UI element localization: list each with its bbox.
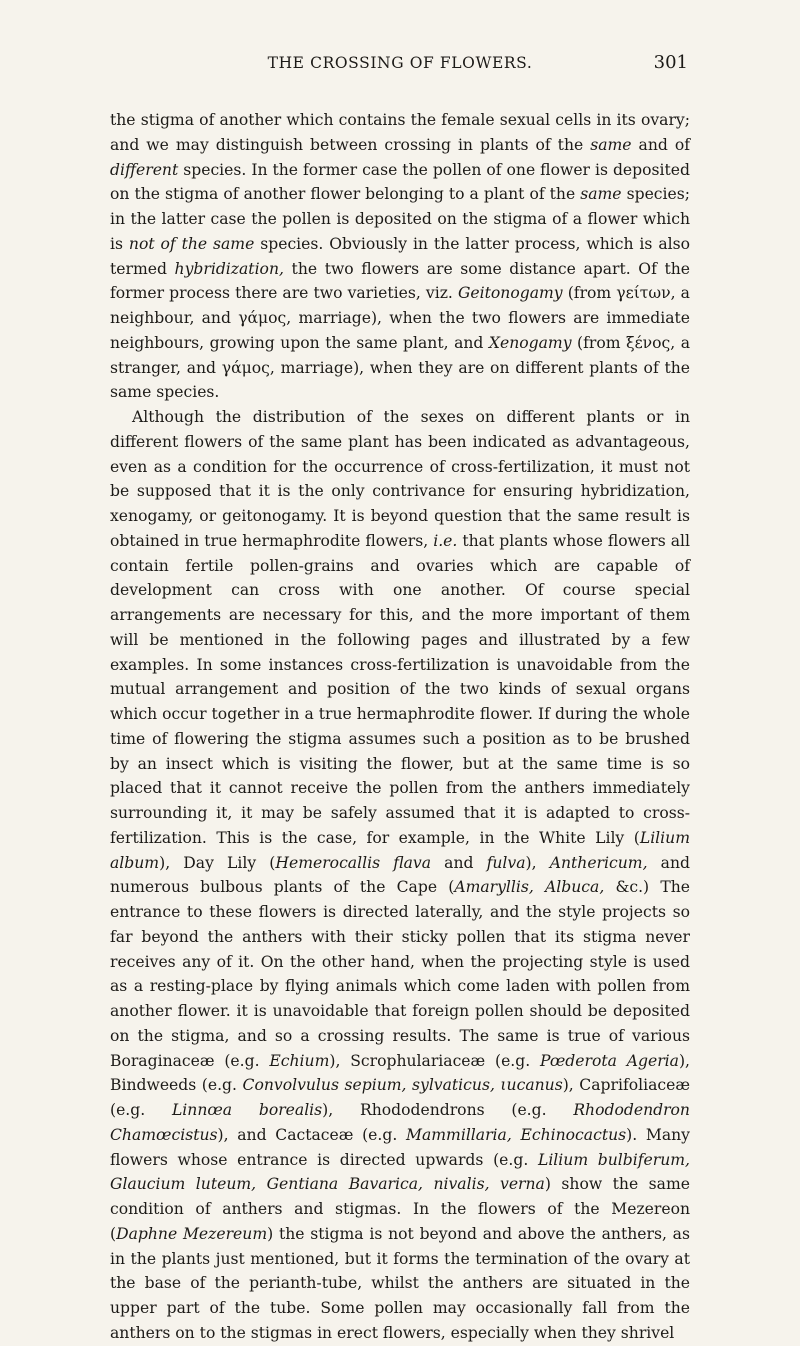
- italic-text: Echium: [269, 1051, 330, 1070]
- text-run: ), and Cactaceæ (e.g.: [217, 1125, 406, 1144]
- text-run: and of: [631, 135, 690, 154]
- italic-text: Anthericum,: [549, 853, 648, 872]
- italic-text: Pœderota Ageria: [540, 1051, 679, 1070]
- text-run: ), Bindweeds (e.g.: [110, 1051, 690, 1095]
- text-run: the two flowers are some distance apart. Of the former process there are two varieties, viz.: [110, 259, 690, 303]
- running-title: THE CROSSING OF FLOWERS.: [267, 54, 533, 72]
- text-run: ), Scrophulariaceæ (e.g.: [329, 1051, 541, 1070]
- italic-text: Geitonogamy: [457, 284, 563, 303]
- italic-text: Amaryllis, Albuca,: [454, 878, 605, 897]
- italic-text: hybridization,: [174, 259, 284, 278]
- text-run: ), Rhododendrons (e.g.: [322, 1101, 574, 1119]
- text-run: ) the stigma is not beyond and above the anthers, as in the plants just mentioned, but it forms the termination of the ovary at the base of the perianth-tube, whilst the anthers are situated in the upper part of the tube. Some pollen may occasionally fall from the anthers on to the stigmas in erect flowers, especially when they shrivel: [110, 1224, 690, 1342]
- text-run: ). Many flowers whose entrance is directed upwards (e.g.: [110, 1125, 690, 1169]
- italic-text: Xenogamy: [488, 333, 572, 352]
- text-run: species. In the former case the pollen of one flower is deposited on the stigma of another flower belonging to a plant of the: [110, 160, 690, 204]
- text-run: ) show the same condition of anthers and stigmas. In the flowers of the Mezereon (: [110, 1175, 690, 1243]
- italic-text: same: [580, 185, 622, 204]
- text-run: and numerous bulbous plants of the Cape (: [110, 853, 690, 897]
- italic-text: Lilium bulbiferum, Glaucium luteum, Gentiana Bavarica, nivalis, verna: [110, 1150, 691, 1194]
- text-run: ),: [525, 853, 550, 872]
- italic-text: Hemerocallis flava: [275, 853, 432, 872]
- italic-text: Lilium album: [110, 828, 690, 872]
- text-run: that plants whose flowers all contain fertile pollen-grains and ovaries which are capable of development can cross with one another. Of course special arrangements are necessary for this, and the more important of them will be mentioned in the following pages and illustrated by a few examples. In some instances cross-fertilization is unavoidable from the mutual arrangement and position of the two kinds of sexual organs which occur together in a true hermaphrodite flower. If during the whole time of flowering the stigma assumes such a position as to be brushed by an insect which is visiting the flower, but at the same time is so placed that it cannot receive the pollen from the anthers immediately surrounding it, it may be safely assumed that it is adapted to cross-fertilization. This is the case, for example, in the White Lily (: [110, 531, 691, 847]
- text-run: ), Day Lily (: [159, 853, 276, 872]
- italic-text: same: [590, 135, 632, 154]
- italic-text: fulva: [486, 853, 526, 872]
- italic-text: Mammillaria, Echinocactus: [406, 1125, 627, 1144]
- italic-text: Rhododendron Chamœcistus: [110, 1101, 690, 1144]
- italic-text: i.e.: [433, 531, 458, 550]
- text-run: ), Caprifoliaceæ (e.g.: [110, 1076, 690, 1119]
- text-run: the stigma of another which contains the female sexual cells in its ovary; and we may distinguish between crossing in plants of the: [110, 111, 690, 154]
- body-text: [110, 108, 690, 1346]
- italic-text: different: [110, 160, 179, 179]
- text-run: species. Obviously in the latter process, which is also termed: [110, 234, 690, 278]
- text-run: (from γείτων, a neighbour, and γάμος, marriage), when the two flowers are immediate neighbours, growing upon the same plant, and: [110, 284, 690, 352]
- paragraph-1: [110, 108, 690, 405]
- paragraph-2: [110, 405, 690, 1346]
- italic-text: not of the same: [128, 234, 255, 253]
- text-run: species; in the latter case the pollen is deposited on the stigma of a flower which is: [110, 185, 690, 253]
- text-run: (from ξένος, a stranger, and γάμος, marriage), when they are on different plants of the same species.: [110, 333, 690, 402]
- text-run: &c.) The entrance to these flowers is directed laterally, and the style projects so far beyond the anthers with their sticky pollen that its stigma never receives any of it. On the other hand, when the projecting style is used as a resting-place by flying animals which come laden with pollen from another flower. it is unavoidable that foreign pollen should be deposited on the stigma, and so a crossing results. The same is true of various Boraginaceæ (e.g.: [110, 878, 690, 1070]
- text-run: Although the distribution of the sexes on different plants or in different flowers of the same plant has been indicated as advantageous, even as a condition for the occurrence of cross-fertilization, it must not be supposed that it is the only contrivance for ensuring hybridization, xenogamy, or geitonogamy. It is beyond question that the same result is obtained in true hermaphrodite flowers,: [110, 408, 690, 550]
- running-head: [112, 52, 688, 76]
- italic-text: Linnœa borealis: [171, 1101, 323, 1119]
- italic-text: Convolvulus sepium, sylvaticus, ιucanus: [242, 1076, 563, 1095]
- text-run: and: [431, 853, 487, 872]
- page-number: 301: [653, 52, 688, 73]
- italic-text: Daphne Mezereum: [116, 1224, 268, 1243]
